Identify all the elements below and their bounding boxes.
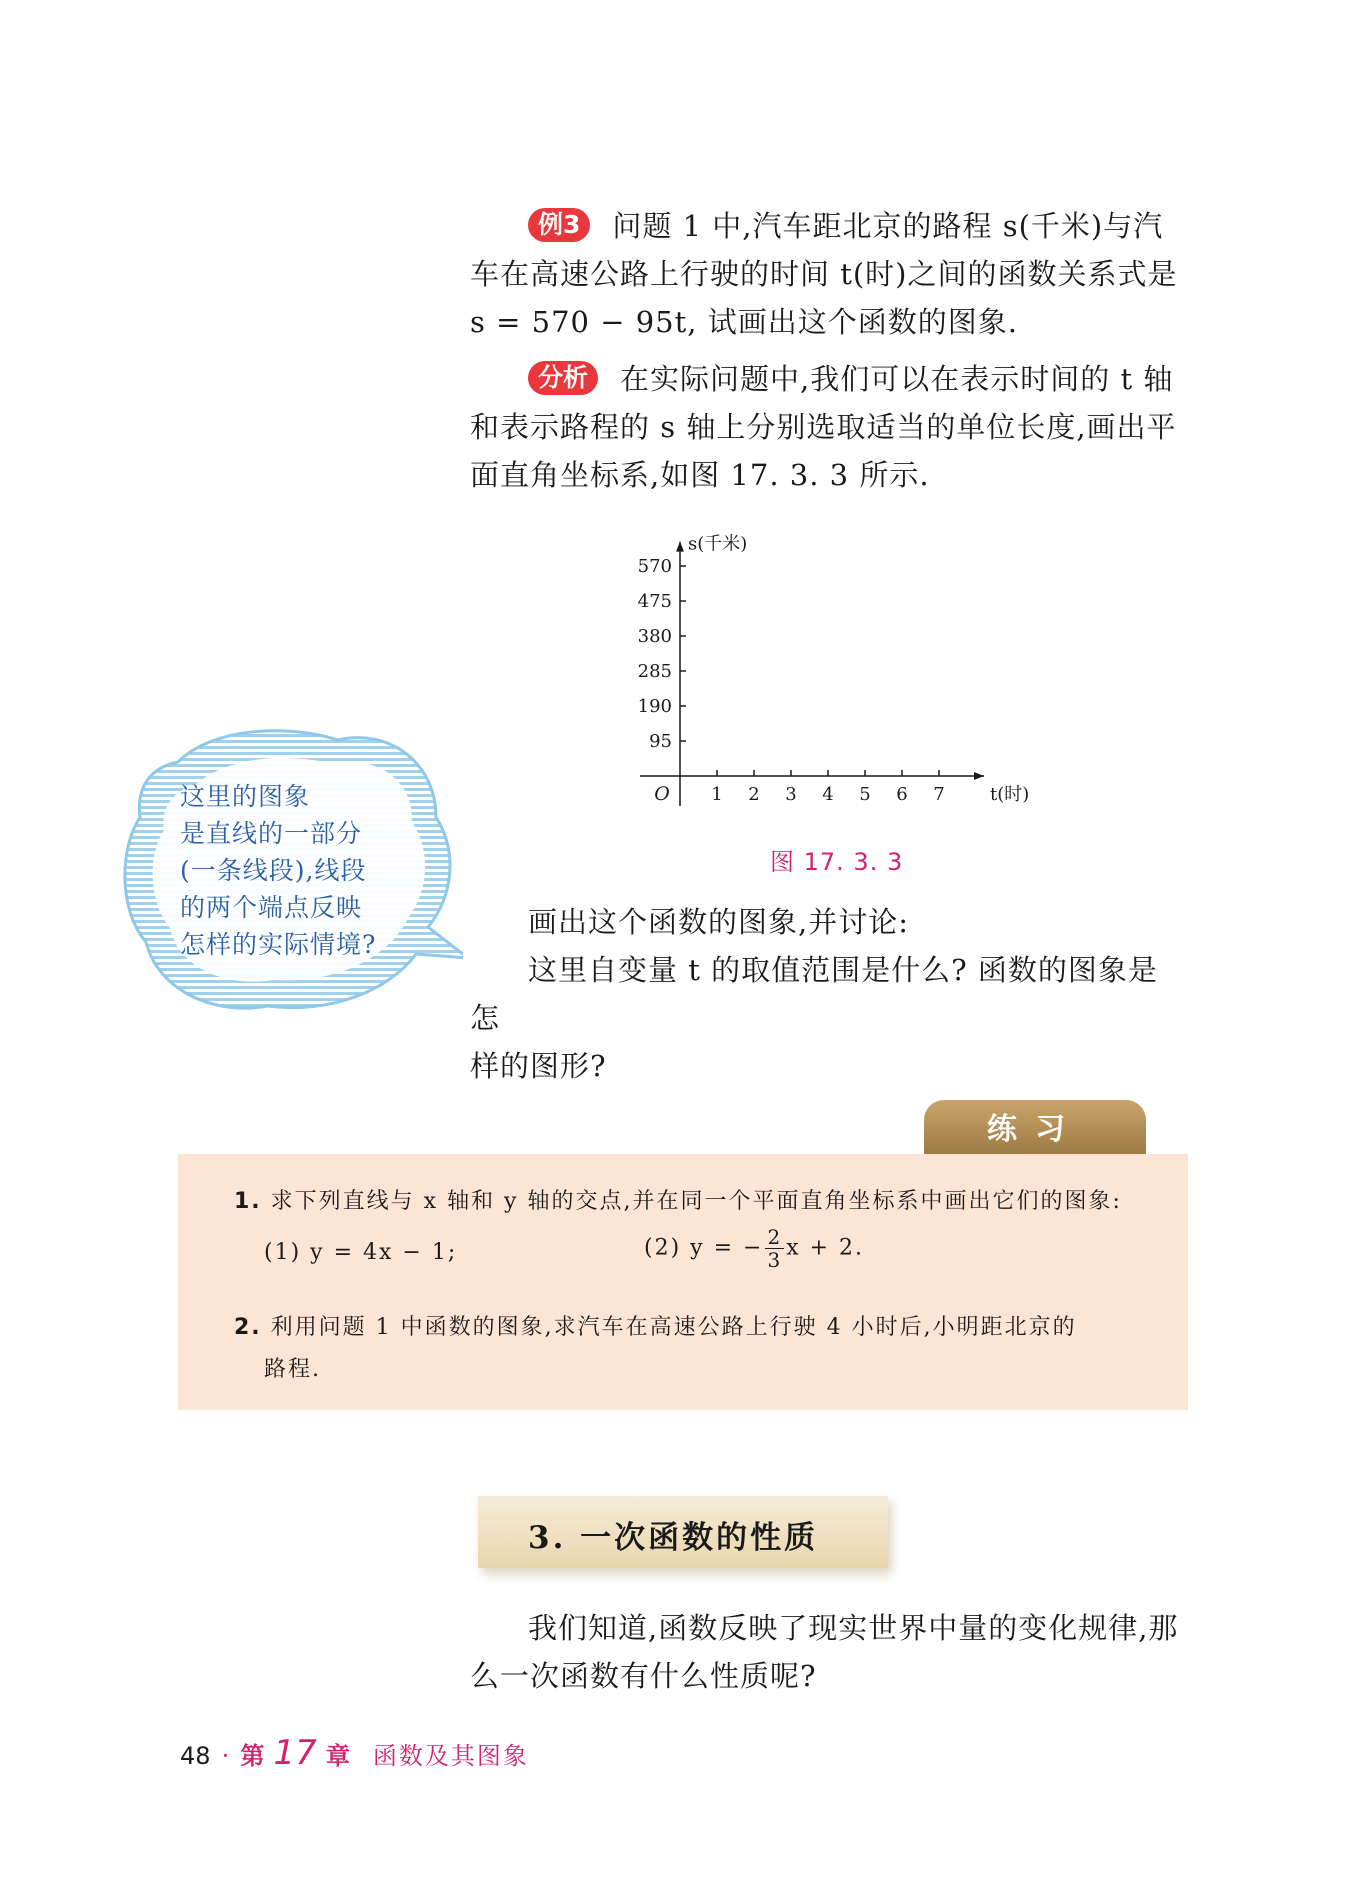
x-tick-label-6: 6 [896, 784, 908, 805]
discussion-paragraph [470, 898, 1185, 1090]
y-tick-label-570: 570 [637, 556, 672, 577]
origin-label: O [654, 783, 670, 805]
discussion-text-1: 画出这个函数的图象,并讨论: [528, 905, 909, 939]
discussion-line-3: 样的图形? [470, 1049, 607, 1083]
exercise-q1-part-2-prefix: (2) y = − [644, 1235, 764, 1261]
y-tick-label-95: 95 [649, 731, 672, 752]
fraction-numerator: 2 [767, 1225, 783, 1249]
exercise-q2-number: 2. [234, 1315, 262, 1340]
analysis-line-3: 面直角坐标系,如图 17. 3. 3 所示. [470, 458, 930, 492]
y-tick-label-475: 475 [637, 591, 672, 612]
y-axis-arrow [676, 542, 684, 552]
y-tick-label-190: 190 [637, 696, 672, 717]
example-3-paragraph [470, 202, 1185, 346]
footer-dot: · [221, 1742, 230, 1770]
page-number: 48 [180, 1742, 211, 1770]
fraction-denominator: 3 [767, 1248, 783, 1272]
y-axis-label: s(千米) [688, 533, 748, 555]
closing-line-2: 么一次函数有什么性质呢? [470, 1659, 817, 1693]
bubble-text: 这里的图象 是直线的一部分 (一条线段),线段 的两个端点反映 怎样的实际情境? [180, 782, 377, 959]
chapter-title: 函数及其图象 [372, 1742, 529, 1770]
discussion-line-1 [470, 898, 1185, 946]
x-tick-label-4: 4 [822, 784, 834, 805]
exercise-q1 [234, 1184, 1122, 1215]
exercise-q2-text-1: 利用问题 1 中函数的图象,求汽车在高速公路上行驶 4 小时后,小明距北京的 [270, 1315, 1077, 1340]
exercise-q1-part-1: (1) y = 4x − 1; [264, 1240, 458, 1265]
chapter-suffix: 章 [325, 1742, 350, 1770]
analysis-line-2: 和表示路程的 s 轴上分别选取适当的单位长度,画出平 [470, 410, 1177, 444]
analysis-tag: 分析 [528, 361, 598, 395]
section-heading: 3. 一次函数的性质 [528, 1520, 819, 1556]
exercise-box [178, 1154, 1188, 1410]
chapter-prefix: 第 [240, 1742, 265, 1770]
exercise-q1-number: 1. [234, 1189, 262, 1214]
example-3-line-1 [470, 202, 1185, 250]
x-tick-label-5: 5 [859, 784, 871, 805]
analysis-paragraph [470, 355, 1185, 499]
figure-caption: 图 17. 3. 3 [770, 848, 904, 876]
exercise-q2 [234, 1310, 1077, 1341]
analysis-text-1: 在实际问题中,我们可以在表示时间的 t 轴 [620, 362, 1174, 396]
x-tick-label-7: 7 [933, 784, 945, 805]
discussion-text-2: 这里自变量 t 的取值范围是什么? 函数的图象是怎 [470, 953, 1158, 1035]
discussion-line-2 [470, 946, 1185, 1042]
x-axis-label: t(时) [990, 784, 1030, 805]
exercise-q1-part-2-suffix: x + 2. [786, 1235, 865, 1261]
exercise-q1-text: 求下列直线与 x 轴和 y 轴的交点,并在同一个平面直角坐标系中画出它们的图象: [270, 1189, 1122, 1214]
analysis-line-1 [470, 355, 1185, 403]
y-tick-label-380: 380 [637, 626, 672, 647]
example-3-line-2: 车在高速公路上行驶的时间 t(时)之间的函数关系式是 [470, 257, 1178, 291]
example-3-tag: 例3 [528, 208, 590, 242]
page-footer [180, 1733, 529, 1773]
y-tick-label-285: 285 [637, 661, 672, 682]
x-tick-label-1: 1 [711, 784, 723, 805]
exercise-q1-part-2 [644, 1226, 864, 1271]
closing-paragraph [470, 1604, 1185, 1700]
closing-text-1: 我们知道,函数反映了现实世界中量的变化规律,那 [528, 1611, 1179, 1645]
exercise-q2-line-2: 路程. [264, 1357, 321, 1382]
example-3-text-1: 问题 1 中,汽车距北京的路程 s(千米)与汽 [612, 209, 1164, 243]
x-axis-arrow [974, 772, 984, 780]
example-3-line-3: s = 570 − 95t, 试画出这个函数的图象. [470, 305, 1018, 339]
fraction [765, 1226, 784, 1271]
coordinate-system-figure [600, 520, 1040, 830]
closing-line-1 [470, 1604, 1185, 1652]
x-tick-label-3: 3 [785, 784, 797, 805]
chapter-number: 17 [273, 1733, 317, 1773]
thought-bubble [118, 722, 463, 1022]
exercise-tab: 练习 [924, 1100, 1146, 1156]
x-tick-label-2: 2 [748, 784, 760, 805]
